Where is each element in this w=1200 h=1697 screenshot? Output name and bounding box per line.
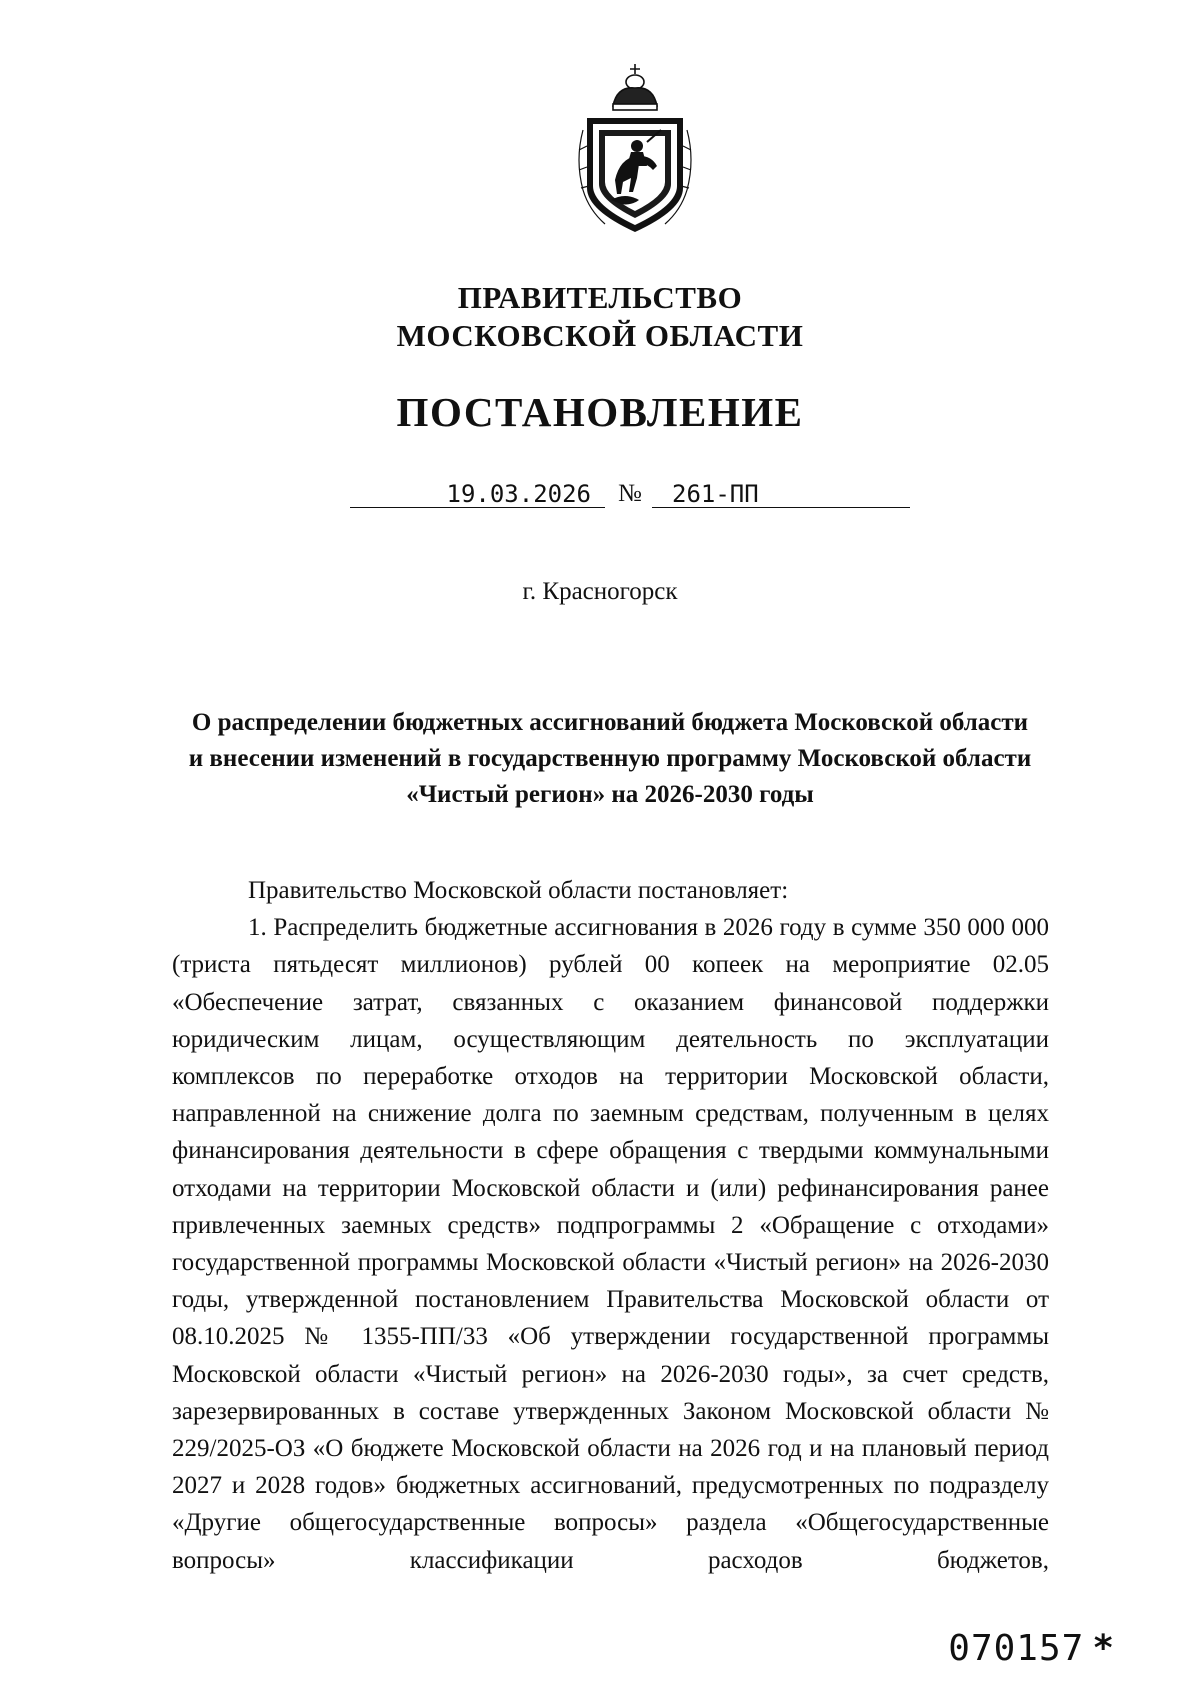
- government-name-line1: ПРАВИТЕЛЬСТВО: [457, 280, 743, 315]
- document-serial-stamp: [948, 1628, 1115, 1669]
- document-type-heading: ПОСТАНОВЛЕНИЕ: [396, 389, 804, 435]
- title-line2: и внесении изменений в государственную программу Московской области: [188, 745, 1032, 772]
- city-name: г. Красногорск: [522, 578, 678, 605]
- title-line3: «Чистый регион» на 2026-2030 годы: [406, 781, 814, 808]
- registration-line: [350, 480, 910, 510]
- asterisk-mark: *: [1092, 1628, 1115, 1669]
- government-name-line2: МОСКОВСКОЙ ОБЛАСТИ: [396, 318, 804, 353]
- body-intro: Правительство Московской области постановляет:: [248, 877, 789, 904]
- serial-number: 070157: [948, 1628, 1085, 1669]
- decree-number: 261-ПП: [652, 480, 910, 508]
- decree-date: 19.03.2026: [350, 480, 605, 508]
- body-paragraph-1: 1. Распределить бюджетные ассигнования в 2026 году в сумме 350 000 000 (триста пятьдесят миллионов) рублей 00 копеек на мероприятие 02.05 «Обеспечение затрат, связанных с оказанием финансовой поддержки юридическим лицам, осуществляющим деятельность по эксплуатации комплексов по переработке отходов на территории Московской области, направленной на снижение долга по заемным средствам, полученным в целях финансирования деятельности в сфере обращения с твердыми коммунальными отходами на территории Московской области и (или) рефинансирования ранее привлеченных заемных средств» подпрограммы 2 «Обращение с отходами» государственной программы Московской области «Чистый регион» на 2026-2030 годы, утвержденной постановлением Правительства Московской области от 08.10.2025 № 1355-ПП/33 «Об утверждении государственной программы Московской области «Чистый регион» на 2026-2030 годы», за счет средств, зарезервированных в составе утвержденных Законом Московской области № 229/2025-ОЗ «О бюджете Московской области на 2026 год и на плановый период 2027 и 2028 годов» бюджетных ассигнований, предусмотренных по подразделу «Другие общегосударственные вопросы» раздела «Общегосударственные вопросы» классификации расходов бюджетов,: [172, 914, 1049, 1574]
- decree-title: [170, 705, 1050, 813]
- number-sign: №: [618, 480, 642, 507]
- coat-of-arms-icon: [565, 60, 705, 240]
- decree-body: [172, 872, 1049, 1579]
- title-line1: О распределении бюджетных ассигнований бюджета Московской области: [191, 709, 1029, 736]
